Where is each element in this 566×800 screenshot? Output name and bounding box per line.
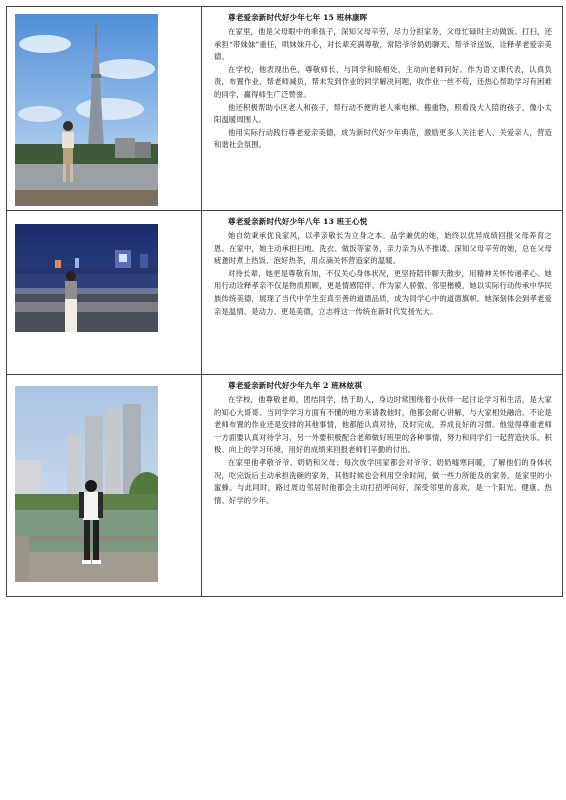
entry-title: 尊老爱亲新时代好少年八年 13 班王心悦 [228,217,368,226]
photo-cell [7,7,202,211]
entry-row [7,375,563,597]
text-cell [202,375,563,597]
paragraph: 在家里，他是父母眼中的乖孩子，深知父母辛劳，尽力分担家务，父母忙碌时主动做饭、打扫，还承担“带妹妹”重任，哄妹妹开心，对长辈充满尊敬，常陪爷爷奶奶聊天、帮爷爷送饭，诠释孝老爱亲美德。 [214,27,552,62]
paragraph: 在学校，他尊敬老师，团结同学，热于助人，身边时常围绕着小伙伴一起讨论学习和生活，是大家的知心大哥哥。当同学学习方面有不懂的地方来请教他时，他都会耐心讲解，与大家相处融洽。不论是老师布置的作业还是安排的其他事情，他都能认真对待，及时完成，养成良好的习惯。他觉得尊重老师一方面要认真对待学习，另一外要积极配合老师做好班里的各种事情，努力和同学们一起营造快乐、积极、向上的学习环境，用好的成绩来回报老师们辛勤的付出。 [214,395,552,455]
entry-title: 尊老爱亲新时代好少年七年 15 班林康晖 [228,13,368,22]
text-cell [202,211,563,375]
photo-cell [7,211,202,375]
student-photo [15,14,158,206]
photo-cell [7,375,202,597]
paragraph: 在家里他孝敬爷爷、奶奶和父母；每次放学回家都会对爷爷、奶奶嘘寒问暖，了解他们的身体状况，吃完饭后主动承担洗碗的家务，其他时候也会利用空余时间，做一些力所能及的家务，是家里的小蜜蜂。与此同时，路过周边邻居时他都会主动打招呼问好，深受邻里的喜欢，是一个阳光、健康、热情、好学的少年。 [214,457,552,505]
paragraph: 他还积极帮助小区老人和孩子，帮行动不便的老人乘电梯、搬重物，照看没大人陪的孩子，像小太阳温暖周围人。 [214,102,552,125]
paragraph: 在学校，他表现出色，尊敬师长，与同学和睦相处，主动向老师问好。作为语文课代表，认真负责，布置作业、帮老师减负，帮未发到作业的同学解决问题，收作业一丝不苟，还热心帮助学习有困难的同学，赢得师生广泛赞誉。 [214,64,552,99]
student-photo [15,224,158,332]
student-photo [15,386,158,582]
honor-table [6,6,563,597]
text-cell [202,7,563,211]
entry-title: 尊老爱亲新时代好少年九年 2 班林炫祺 [228,381,362,390]
paragraph: 对待长辈，她更是尊敬有加，不仅关心身体状况，更坚持陪伴聊天散步，用精神关怀传递孝心。她用行动诠释孝亲不仅是物质照顾，更是情感陪伴。作为家人骄傲、邻里楷模，她以实际行动传承中华民族传统美德，展现了当代中学生至真至善的道德品质，成为同学心中的道德旗帜。她深刻体会到孝老爱亲是温情、是动力、更是美德，立志将这一传统在新时代发扬光大。 [214,268,552,316]
entry-row [7,7,563,211]
paragraph: 她自幼秉承优良家风，以孝亲敬长为立身之本。品学兼优的她，始终以优异成绩回报父母养育之恩。在家中，她主动承担扫地、洗衣、做饭等家务，亲力亲为从不推诿。深知父母辛劳的她，总在父母疲惫时煮上热饭、泡好热茶，用点滴关怀营造家的温暖。 [214,231,552,266]
entry-row [7,211,563,375]
paragraph: 他用实际行动践行尊老爱亲美德，成为新时代好少年典范，激励更多人关注老人、关爱亲人，营造和谐社会氛围。 [214,127,552,150]
